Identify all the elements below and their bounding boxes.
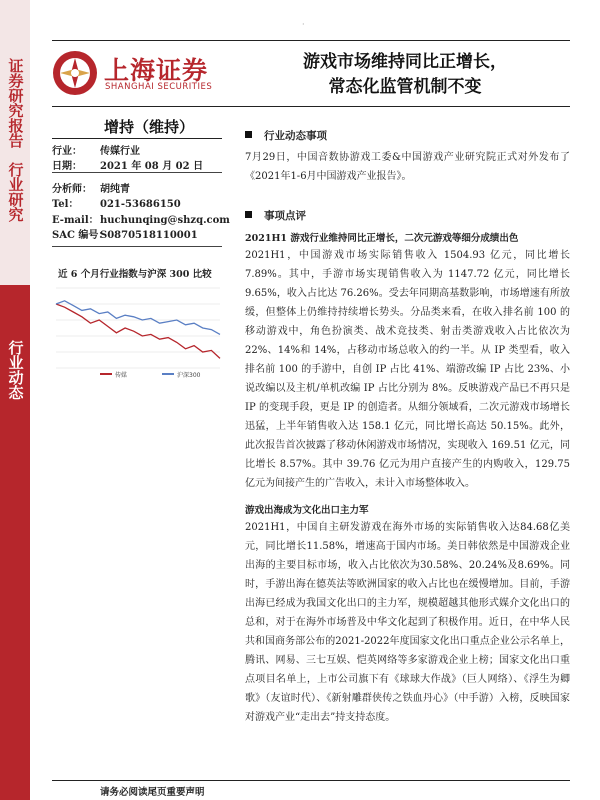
analyst-value: S0870518110001 bbox=[100, 230, 198, 241]
header-rule bbox=[52, 40, 570, 41]
meta-industry bbox=[52, 142, 140, 157]
rating: 增持（维持） bbox=[104, 118, 195, 136]
sidebar-report-type bbox=[0, 58, 30, 152]
bullet-square-icon bbox=[245, 211, 252, 218]
industry-index-chart bbox=[50, 280, 225, 380]
section-title: 行业动态事项 bbox=[264, 130, 327, 142]
subsection-paragraph-2 bbox=[245, 518, 570, 727]
analyst-key: E-mail： bbox=[52, 215, 99, 226]
section-title: 事项点评 bbox=[264, 210, 306, 222]
intro-paragraph bbox=[245, 148, 570, 186]
analyst-value: 胡纯青 bbox=[100, 184, 130, 195]
sidebar-label: 行业动态 bbox=[6, 340, 25, 400]
logo-mark-icon bbox=[52, 50, 98, 96]
footer-disclaimer: 请务必阅读尾页重要声明 bbox=[100, 787, 205, 798]
meta-value: 2021 年 08 月 02 日 bbox=[100, 161, 204, 172]
rating-rule bbox=[52, 138, 222, 139]
subsection-paragraph-1 bbox=[245, 246, 570, 493]
meta-date bbox=[52, 157, 203, 172]
header-dot: · bbox=[302, 20, 305, 29]
analyst-rule bbox=[52, 246, 222, 247]
analyst-tel bbox=[52, 195, 181, 210]
subsection-text: 2021H1，中国游戏市场实际销售收入 1504.93 亿元，同比增长 7.89%。其中，手游市场实现销售收入为 1147.72 亿元，同比增长 9.65%，收入占比达 76.26%。受去年同期高基数影响，市场增速有所放缓，但整体上仍维持持续增长势头。分品类来看，在收入排名前 100 的移动游戏中，角色扮演类、战术竞技类、射击类游戏收入占比依次为 22%、14%和 14%，占移动市场总收入的约一半。从 IP 类型看，收入排名前 100 的手游中，自创 IP 占比 41%、端游改编 IP 占比 23%、小说改编以及主机/单机改编 IP 占比分别为 8%。反映游戏产品已不再只是 IP 的变现手段，更是 IP 的创造者。从细分领域看，二次元游戏市场增长迅猛，上半年销售收入达 158.1 亿元，同比增长高达 50.15%。此外，此次报告首次披露了移动休闲游戏市场情况，实现收入 169.51 亿元，同比增长 8.57%。其中 39.76 亿元为用户直接产生的内购收入，129.75 亿元为间接产生的广告收入，未计入市场整体收入。 bbox=[245, 250, 570, 489]
chart-legend-label: 沪深300 bbox=[177, 372, 201, 379]
analyst-sac bbox=[52, 226, 198, 241]
footer-rule bbox=[52, 780, 570, 781]
subsection-heading-1: 2021H1 游戏行业维持同比正增长，二次元游戏等细分成绩出色 bbox=[245, 233, 519, 244]
intro-text: 7月29日，中国音数协游戏工委&中国游戏产业研究院正式对外发布了《2021年1-6月中国游戏产业报告》。 bbox=[245, 152, 570, 182]
analyst-value[interactable]: huchunqing@shzq.com bbox=[100, 215, 230, 226]
meta-key: 行业： bbox=[52, 146, 82, 157]
logo-name: 上海证券 bbox=[104, 56, 209, 85]
chart-series-line-media bbox=[56, 304, 220, 358]
title-line-1: 游戏市场维持同比正增长， bbox=[303, 52, 507, 72]
sidebar bbox=[0, 0, 30, 800]
chart-title: 近 6 个月行业指数与沪深 300 比较 bbox=[58, 269, 212, 280]
meta-key: 日期： bbox=[52, 161, 82, 172]
meta-rule bbox=[52, 172, 222, 173]
meta-value: 传媒行业 bbox=[100, 146, 140, 157]
sidebar-research-type bbox=[0, 162, 30, 226]
bullet-square-icon bbox=[245, 131, 252, 138]
section-heading-event bbox=[245, 128, 327, 143]
analyst-value: 021-53686150 bbox=[100, 199, 181, 210]
analyst-email bbox=[52, 211, 230, 226]
title-rule bbox=[52, 106, 570, 107]
title-line-2: 常态化监管机制不变 bbox=[328, 77, 482, 97]
analyst-key: Tel： bbox=[52, 199, 79, 210]
analyst-key: 分析师： bbox=[52, 184, 92, 195]
chart-legend-label: 传媒 bbox=[115, 372, 128, 379]
subsection-text: 2021H1，中国自主研发游戏在海外市场的实际销售收入达84.68亿美元，同比增长11.58%，增速高于国内市场。美日韩依然是中国游戏企业出海的主要目标市场，收入占比依次为30.58%、20.24%及8.69%。同时，手游出海在德英法等欧洲国家的收入占比也在缓慢增加。目前，手游出海已经成为我国文化出口的主力军，规模超越其他形式媒介文化出口的总和，对于在海外市场普及中华文化起到了积极作用。近日，在中华人民共和国商务部公布的2021-2022年度国家文化出口重点企业公示名单上，腾讯、网易、三七互娱、恺英网络等多家游戏企业上榜；国家文化出口重点项目名单上，上市公司旗下有《球球大作战》（巨人网络）、《浮生为卿歌》（友谊时代）、《新射雕群侠传之铁血丹心》（中手游）入榜，反映国家对游戏产业“走出去”持支持态度。 bbox=[245, 522, 570, 723]
analyst-name bbox=[52, 180, 130, 195]
sidebar-label: 行业研究 bbox=[6, 162, 25, 222]
analyst-key: SAC 编号： bbox=[52, 230, 109, 241]
chart-series-line-hs300 bbox=[56, 301, 220, 335]
section-heading-comment bbox=[245, 208, 306, 223]
report-title bbox=[245, 50, 565, 100]
sidebar-category bbox=[0, 340, 30, 404]
sidebar-label: 证券研究报告 bbox=[6, 58, 25, 148]
subsection-heading-2: 游戏出海成为文化出口主力军 bbox=[245, 505, 369, 516]
logo-english: SHANGHAI SECURITIES bbox=[105, 82, 213, 92]
company-logo bbox=[52, 50, 222, 100]
